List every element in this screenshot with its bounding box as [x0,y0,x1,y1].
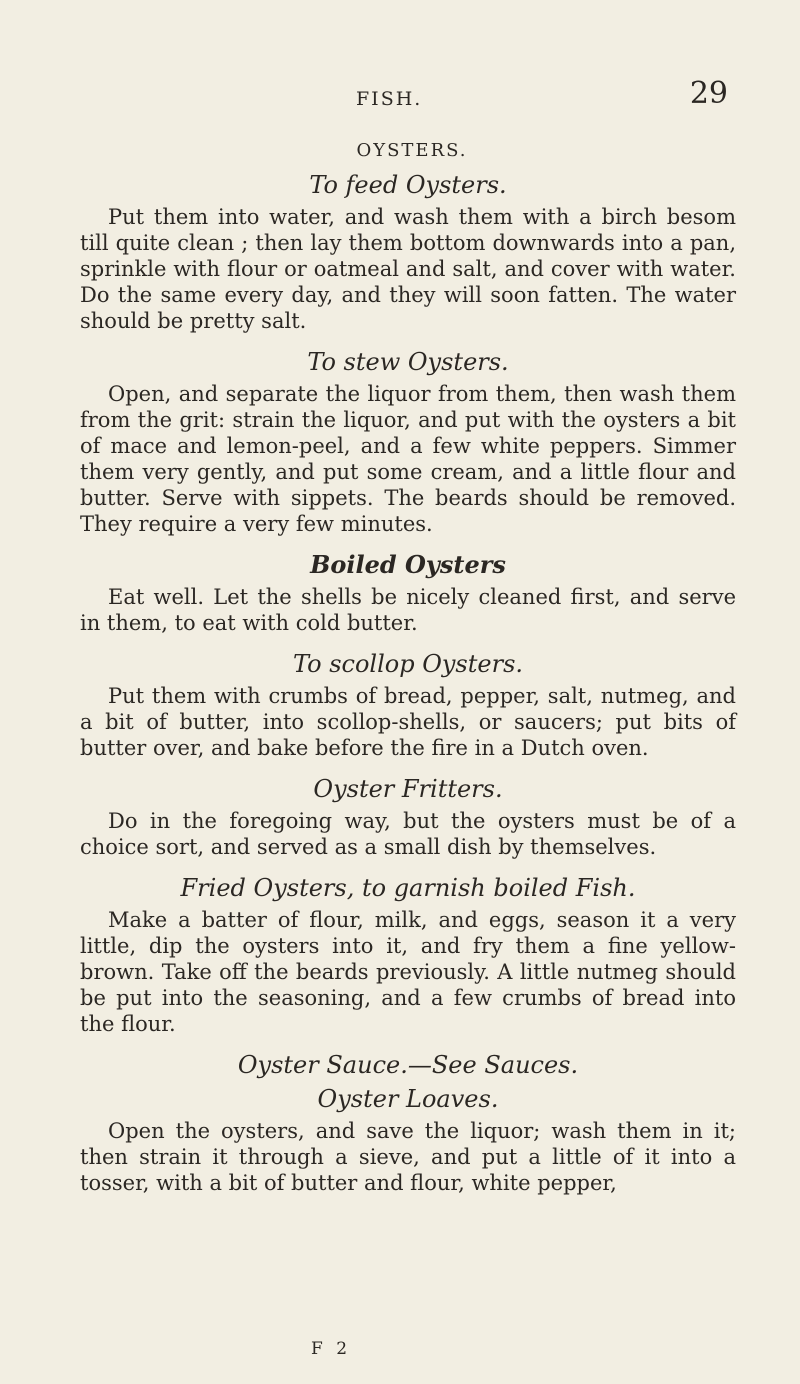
recipe-body: Open the oysters, and save the liquor; wash them in it; then strain it through a sieve, and put a little of it into a tosser, with a bit of butter and flour, white pepper, [80,1119,736,1195]
running-head: FISH. [356,88,423,110]
recipe-title: To scollop Oysters. [292,650,524,678]
page-number: 29 [689,76,728,111]
recipe-title: Oyster Fritters. [313,775,503,803]
recipe-body: Make a batter of flour, milk, and eggs, season it a very little, dip the oysters into it, and fry them a fine yellow-brown. Take off the beards previously. A little nutmeg should be put into the seasoning, and a few crumbs of bread into the flour. [80,908,736,1036]
page-header [0,74,800,114]
recipe-title: Fried Oysters, to garnish boiled Fish. [180,874,636,902]
recipe-title: Oyster Sauce.—See Sauces. [237,1051,579,1079]
recipe-body: Eat well. Let the shells be nicely cleaned first, and serve in them, to eat with cold butter. [80,585,736,635]
signature-mark: F 2 [311,1339,352,1359]
recipe-title: Oyster Loaves. [317,1085,499,1113]
recipe-body: Put them into water, and wash them with a birch besom till quite clean ; then lay them bottom downwards into a pan, sprinkle with flour or oatmeal and salt, and cover with water. Do the same every day, and they will soon fatten. The water should be pretty salt. [80,205,736,333]
page-content [80,132,736,1209]
recipe-title: To stew Oysters. [307,348,509,376]
recipe-body: Open, and separate the liquor from them, then wash them from the grit: strain the liquor, and put with the oysters a bit of mace and lemon-peel, and a few white peppers. Simmer them very gently, and put some cream, and a little flour and butter. Serve with sippets. The beards should be removed. They require a very few minutes. [80,382,736,536]
recipe-body: Put them with crumbs of bread, pepper, salt, nutmeg, and a bit of butter, into scollop-shells, or saucers; put bits of butter over, and bake before the fire in a Dutch oven. [80,684,736,760]
recipe-title: Boiled Oysters [310,550,506,579]
section-title: OYSTERS. [356,140,468,161]
recipe-body: Do in the foregoing way, but the oysters must be of a choice sort, and served as a small dish by themselves. [80,809,736,859]
recipe-title: To feed Oysters. [309,171,507,199]
